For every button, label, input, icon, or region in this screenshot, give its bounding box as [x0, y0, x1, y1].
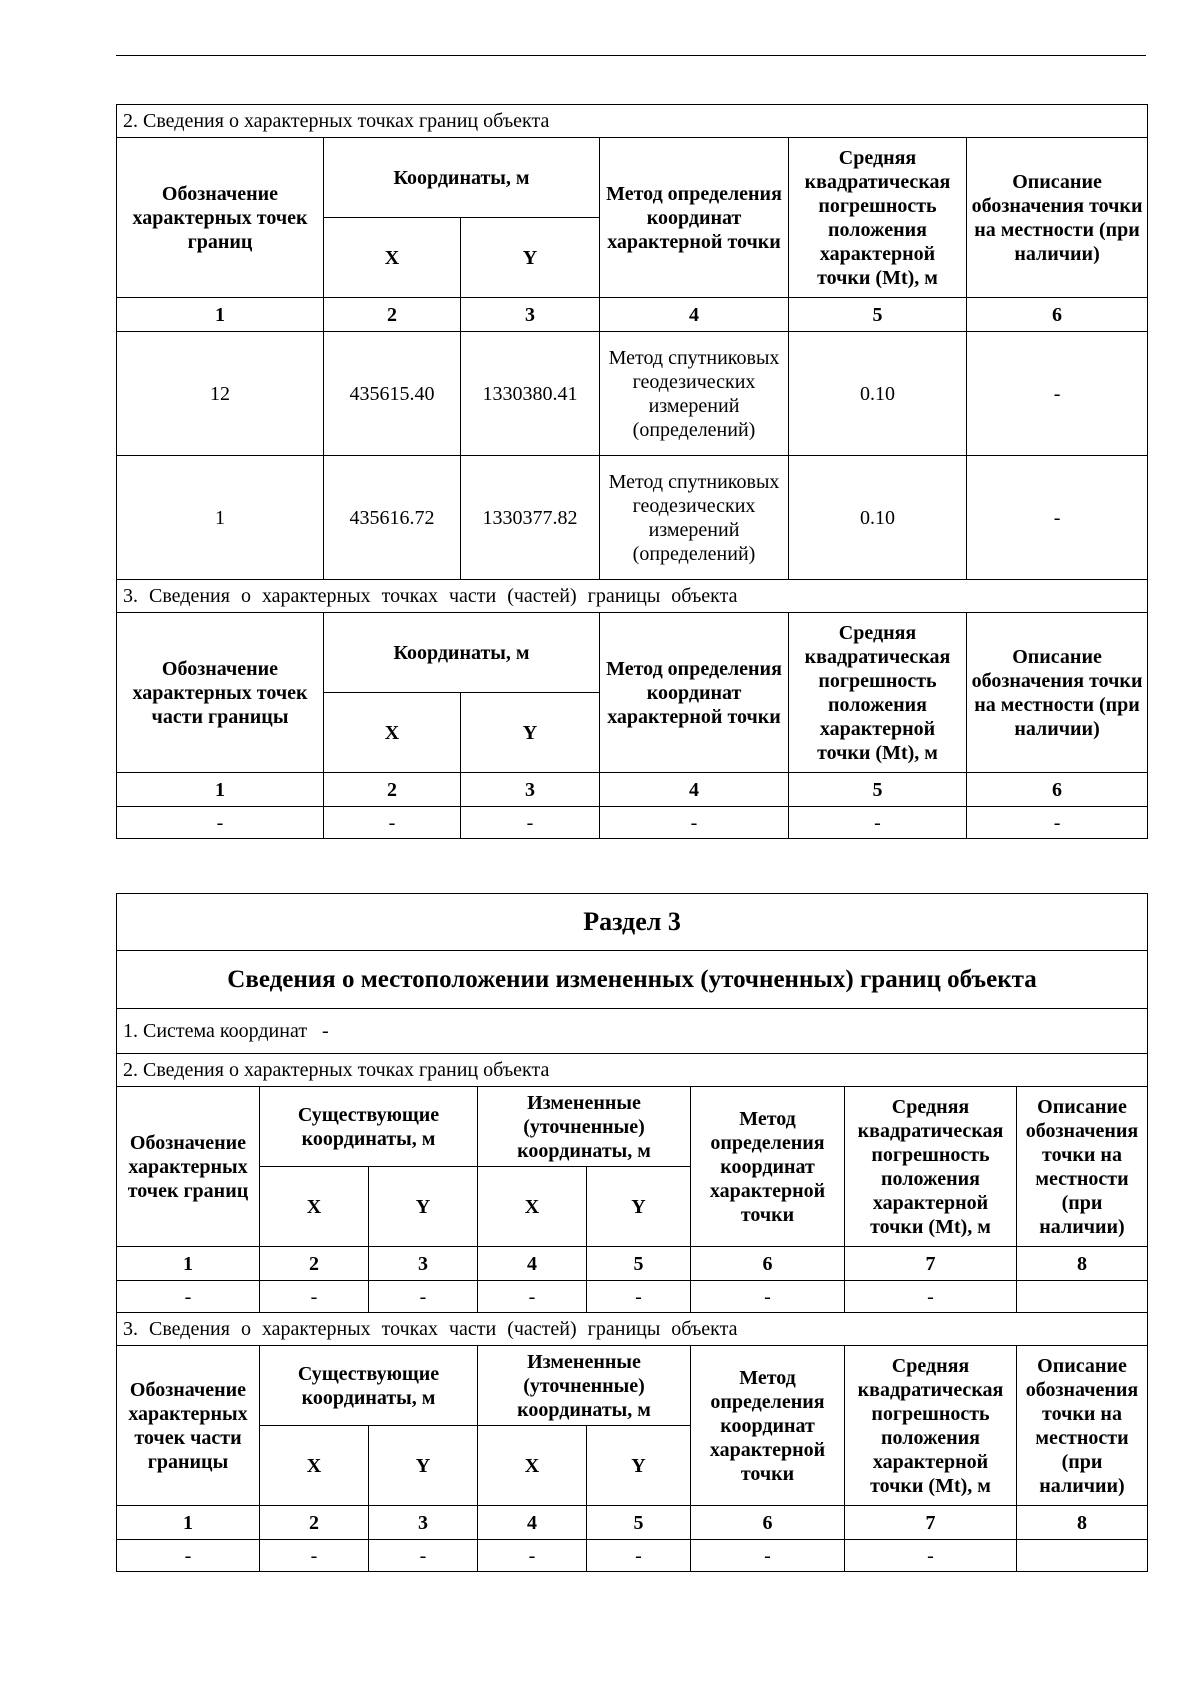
header-y: Y — [587, 1167, 691, 1247]
header-y: Y — [369, 1426, 478, 1506]
empty-value: - — [587, 1281, 691, 1313]
header-point-designation: Обозначение характерных точек границ — [117, 1087, 260, 1247]
header-method: Метод определения координат характерной точки — [600, 138, 789, 298]
column-number: 4 — [600, 773, 789, 807]
column-number: 5 — [789, 298, 967, 332]
header-x: X — [478, 1167, 587, 1247]
column-number: 1 — [117, 298, 324, 332]
table-row — [117, 807, 1148, 839]
column-numbers-row — [117, 773, 1148, 807]
coord-y: 1330377.82 — [461, 456, 600, 580]
header-point-designation: Обозначение характерных точек границ — [117, 138, 324, 298]
header-y: Y — [461, 693, 600, 773]
empty-value: - — [691, 1540, 845, 1572]
empty-value: - — [587, 1540, 691, 1572]
part-points-caption — [117, 580, 1148, 613]
point-id: 12 — [117, 332, 324, 456]
header-existing-coordinates: Существующие координаты, м — [260, 1087, 478, 1167]
table-row — [117, 456, 1148, 580]
column-number: 6 — [691, 1506, 845, 1540]
section-3-block — [116, 893, 1147, 1572]
part-points-caption-text: 3. Сведения о характерных точках части (частей) границы объекта — [123, 1318, 738, 1340]
section-title: Сведения о местоположении измененных (уточненных) границ объекта — [117, 951, 1148, 1009]
method-value: Метод спутниковых геодезических измерений (определений) — [600, 332, 789, 456]
empty-value: - — [691, 1281, 845, 1313]
header-changed-coordinates: Измененные (уточненные) координаты, м — [478, 1346, 691, 1426]
points-table-block — [116, 104, 1147, 839]
description-value: - — [967, 332, 1148, 456]
column-number: 6 — [967, 298, 1148, 332]
column-number: 7 — [845, 1247, 1017, 1281]
column-number: 8 — [1017, 1506, 1148, 1540]
column-number: 4 — [600, 298, 789, 332]
header-point-designation: Обозначение характерных точек части границы — [117, 613, 324, 773]
empty-value: - — [478, 1540, 587, 1572]
empty-value: - — [461, 807, 600, 839]
table-row — [117, 332, 1148, 456]
boundary-points-caption: 2. Сведения о характерных точках границ объекта — [117, 105, 1148, 138]
empty-value: - — [369, 1540, 478, 1572]
coord-y: 1330380.41 — [461, 332, 600, 456]
empty-value: - — [789, 807, 967, 839]
empty-value — [1017, 1540, 1148, 1572]
header-error: Средняя квадратическая погрешность положения характерной точки (Mt), м — [789, 613, 967, 773]
column-number: 4 — [478, 1506, 587, 1540]
section-3-table — [116, 893, 1148, 1572]
column-number: 6 — [691, 1247, 845, 1281]
coordinate-system: 1. Система координат - — [117, 1009, 1148, 1054]
column-number: 6 — [967, 773, 1148, 807]
table-row — [117, 1281, 1148, 1313]
column-number: 2 — [324, 298, 461, 332]
header-x: X — [478, 1426, 587, 1506]
column-number: 3 — [461, 298, 600, 332]
coord-x: 435615.40 — [324, 332, 461, 456]
column-number: 7 — [845, 1506, 1017, 1540]
column-numbers-row — [117, 1506, 1148, 1540]
column-number: 4 — [478, 1247, 587, 1281]
empty-value — [1017, 1281, 1148, 1313]
header-x: X — [324, 218, 461, 298]
empty-value: - — [967, 807, 1148, 839]
header-error: Средняя квадратическая погрешность положения характерной точки (Mt), м — [789, 138, 967, 298]
header-description: Описание обозначения точки на местности (при наличии) — [967, 138, 1148, 298]
column-number: 2 — [260, 1247, 369, 1281]
column-number: 1 — [117, 1247, 260, 1281]
column-number: 2 — [324, 773, 461, 807]
empty-value: - — [260, 1540, 369, 1572]
column-number: 5 — [587, 1506, 691, 1540]
column-number: 3 — [369, 1506, 478, 1540]
column-number: 5 — [587, 1247, 691, 1281]
column-number: 1 — [117, 773, 324, 807]
header-description: Описание обозначения точки на местности (при наличии) — [1017, 1087, 1148, 1247]
column-numbers-row — [117, 298, 1148, 332]
empty-value: - — [600, 807, 789, 839]
header-y: Y — [587, 1426, 691, 1506]
header-coordinates: Координаты, м — [324, 613, 600, 693]
column-number: 2 — [260, 1506, 369, 1540]
empty-value: - — [369, 1281, 478, 1313]
header-method: Метод определения координат характерной точки — [600, 613, 789, 773]
empty-value: - — [117, 1540, 260, 1572]
header-existing-coordinates: Существующие координаты, м — [260, 1346, 478, 1426]
boundary-points-table — [116, 104, 1148, 839]
column-number: 8 — [1017, 1247, 1148, 1281]
header-x: X — [260, 1167, 369, 1247]
error-value: 0.10 — [789, 332, 967, 456]
header-error: Средняя квадратическая погрешность положения характерной точки (Mt), м — [845, 1346, 1017, 1506]
header-description: Описание обозначения точки на местности (при наличии) — [967, 613, 1148, 773]
header-x: X — [324, 693, 461, 773]
header-y: Y — [461, 218, 600, 298]
part-points-caption — [117, 1313, 1148, 1346]
empty-value: - — [117, 1281, 260, 1313]
column-number: 3 — [461, 773, 600, 807]
description-value: - — [967, 456, 1148, 580]
coord-x: 435616.72 — [324, 456, 461, 580]
empty-value: - — [117, 807, 324, 839]
header-error: Средняя квадратическая погрешность положения характерной точки (Mt), м — [845, 1087, 1017, 1247]
point-id: 1 — [117, 456, 324, 580]
header-method: Метод определения координат характерной точки — [691, 1346, 845, 1506]
header-point-designation: Обозначение характерных точек части границы — [117, 1346, 260, 1506]
empty-value: - — [260, 1281, 369, 1313]
empty-value: - — [845, 1281, 1017, 1313]
boundary-points-caption: 2. Сведения о характерных точках границ объекта — [117, 1054, 1148, 1087]
column-number: 5 — [789, 773, 967, 807]
empty-value: - — [845, 1540, 1017, 1572]
header-x: X — [260, 1426, 369, 1506]
error-value: 0.10 — [789, 456, 967, 580]
header-method: Метод определения координат характерной точки — [691, 1087, 845, 1247]
column-number: 1 — [117, 1506, 260, 1540]
part-points-caption-text: 3. Сведения о характерных точках части (частей) границы объекта — [123, 585, 738, 607]
column-number: 3 — [369, 1247, 478, 1281]
header-description: Описание обозначения точки на местности (при наличии) — [1017, 1346, 1148, 1506]
header-coordinates: Координаты, м — [324, 138, 600, 218]
method-value: Метод спутниковых геодезических измерений (определений) — [600, 456, 789, 580]
header-changed-coordinates: Измененные (уточненные) координаты, м — [478, 1087, 691, 1167]
header-y: Y — [369, 1167, 478, 1247]
column-numbers-row — [117, 1247, 1148, 1281]
table-row — [117, 1540, 1148, 1572]
section-heading: Раздел 3 — [117, 894, 1148, 951]
top-rule — [116, 55, 1146, 56]
empty-value: - — [324, 807, 461, 839]
empty-value: - — [478, 1281, 587, 1313]
